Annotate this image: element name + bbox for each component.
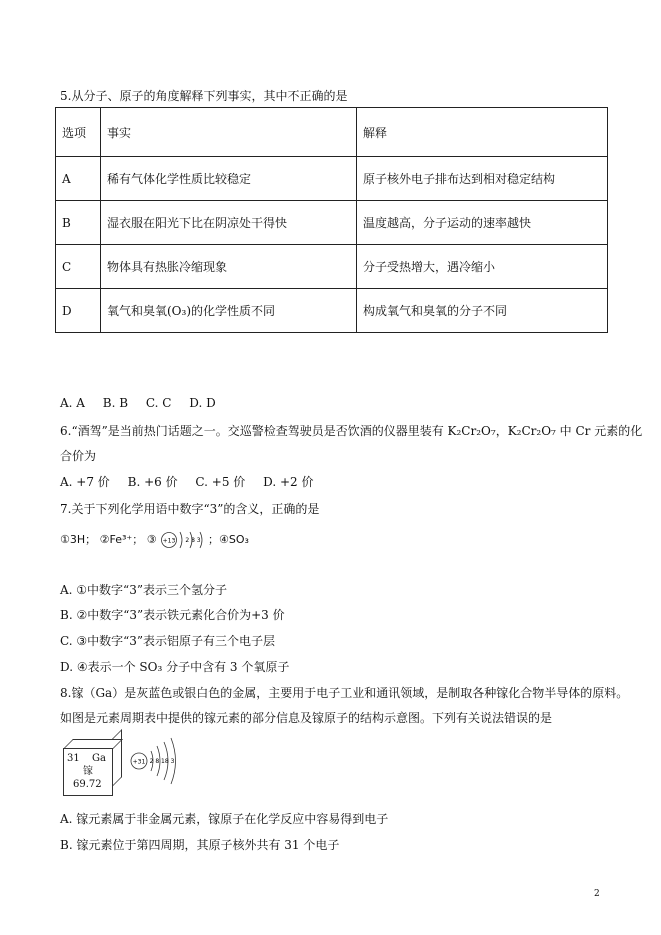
element-card bbox=[63, 748, 113, 796]
q5-options bbox=[60, 396, 230, 410]
cell-explanation: 温度越高，分子运动的速率越快 bbox=[357, 201, 608, 245]
q6-option-a[interactable]: A. +7 价 bbox=[60, 475, 110, 489]
q7-option-d[interactable]: D. ④表示一个 SO₃ 分子中含有 3 个氧原子 bbox=[60, 660, 290, 674]
q7-item-1: ①3H； bbox=[60, 533, 97, 546]
q5-table bbox=[55, 107, 608, 333]
q6-option-d[interactable]: D. +2 价 bbox=[263, 475, 314, 489]
q5-option-b[interactable]: B. B bbox=[102, 396, 129, 410]
cell-option: B bbox=[56, 201, 101, 245]
q6-stem-line2: 合价为 bbox=[60, 449, 97, 463]
cell-explanation: 构成氧气和臭氧的分子不同 bbox=[357, 289, 608, 333]
element-name: 镓 bbox=[83, 766, 93, 777]
q8-stem-line1: 8.镓（Ga）是灰蓝色或银白色的金属，主要用于电子工业和通讯领域，是制取各种镓化合物半导体的原料。 bbox=[60, 686, 629, 700]
q6-options bbox=[60, 473, 327, 490]
q7-option-c[interactable]: C. ③中数字“3”表示铝原子有三个电子层 bbox=[60, 634, 276, 648]
table-row bbox=[56, 201, 608, 245]
q7-option-b[interactable]: B. ②中数字“3”表示铁元素化合价为+3 价 bbox=[60, 608, 285, 622]
cell-fact: 氧气和臭氧(O₃)的化学性质不同 bbox=[101, 289, 357, 333]
q6-option-b[interactable]: B. +6 价 bbox=[127, 475, 178, 489]
q6-option-c[interactable]: C. +5 价 bbox=[195, 475, 246, 489]
q7-item-2: ②Fe³⁺； bbox=[99, 533, 144, 546]
atom-nucleus-label: +31 bbox=[132, 758, 146, 766]
cell-option: D bbox=[56, 289, 101, 333]
header-fact: 事实 bbox=[101, 108, 357, 157]
table-row bbox=[56, 157, 608, 201]
atom-shells-label: 2 8 3 bbox=[185, 537, 201, 544]
q8-option-b[interactable]: B. 镓元素位于第四周期，其原子核外共有 31 个电子 bbox=[60, 838, 340, 852]
header-explanation: 解释 bbox=[357, 108, 608, 157]
cell-option: C bbox=[56, 245, 101, 289]
header-option: 选项 bbox=[56, 108, 101, 157]
q5-option-d[interactable]: D. D bbox=[189, 396, 216, 410]
q7-option-a[interactable]: A. ①中数字“3”表示三个氢分子 bbox=[60, 583, 227, 597]
cell-explanation: 分子受热增大，遇冷缩小 bbox=[357, 245, 608, 289]
cell-explanation: 原子核外电子排布达到相对稳定结构 bbox=[357, 157, 608, 201]
cell-option: A bbox=[56, 157, 101, 201]
q7-item-4: ；④SO₃ bbox=[208, 533, 249, 546]
q7-item-3: ③ bbox=[146, 533, 157, 546]
element-symbol: Ga bbox=[92, 753, 106, 764]
table-row bbox=[56, 289, 608, 333]
q5-stem: 5.从分子、原子的角度解释下列事实，其中不正确的是 bbox=[60, 89, 348, 103]
q8-option-a[interactable]: A. 镓元素属于非金属元素，镓原子在化学反应中容易得到电子 bbox=[60, 812, 389, 826]
table-row bbox=[56, 245, 608, 289]
page-number: 2 bbox=[594, 889, 600, 899]
atom-shells-label: 2 8 18 3 bbox=[149, 758, 175, 765]
element-mass: 69.72 bbox=[73, 779, 102, 790]
q5-option-a[interactable]: A. A bbox=[60, 396, 85, 410]
q7-stem: 7.关于下列化学用语中数字“3”的含义，正确的是 bbox=[60, 502, 320, 516]
q7-items bbox=[60, 531, 157, 547]
element-number: 31 bbox=[67, 753, 80, 764]
cell-fact: 物体具有热胀冷缩现象 bbox=[101, 245, 357, 289]
table-header-row bbox=[56, 108, 608, 157]
atom-nucleus-label: +13 bbox=[162, 537, 176, 545]
gallium-atom-diagram bbox=[128, 737, 182, 785]
q8-stem-line2: 如图是元素周期表中提供的镓元素的部分信息及镓原子的结构示意图。下列有关说法错误的是 bbox=[60, 711, 553, 725]
cell-fact: 湿衣服在阳光下比在阴凉处干得快 bbox=[101, 201, 357, 245]
q6-stem-line1: 6.“酒驾”是当前热门话题之一。交巡警检查驾驶员是否饮酒的仪器里装有 K₂Cr₂O₇，K₂Cr₂O₇ 中 Cr 元素的化 bbox=[60, 424, 643, 438]
q5-option-c[interactable]: C. C bbox=[145, 396, 172, 410]
cell-fact: 稀有气体化学性质比较稳定 bbox=[101, 157, 357, 201]
